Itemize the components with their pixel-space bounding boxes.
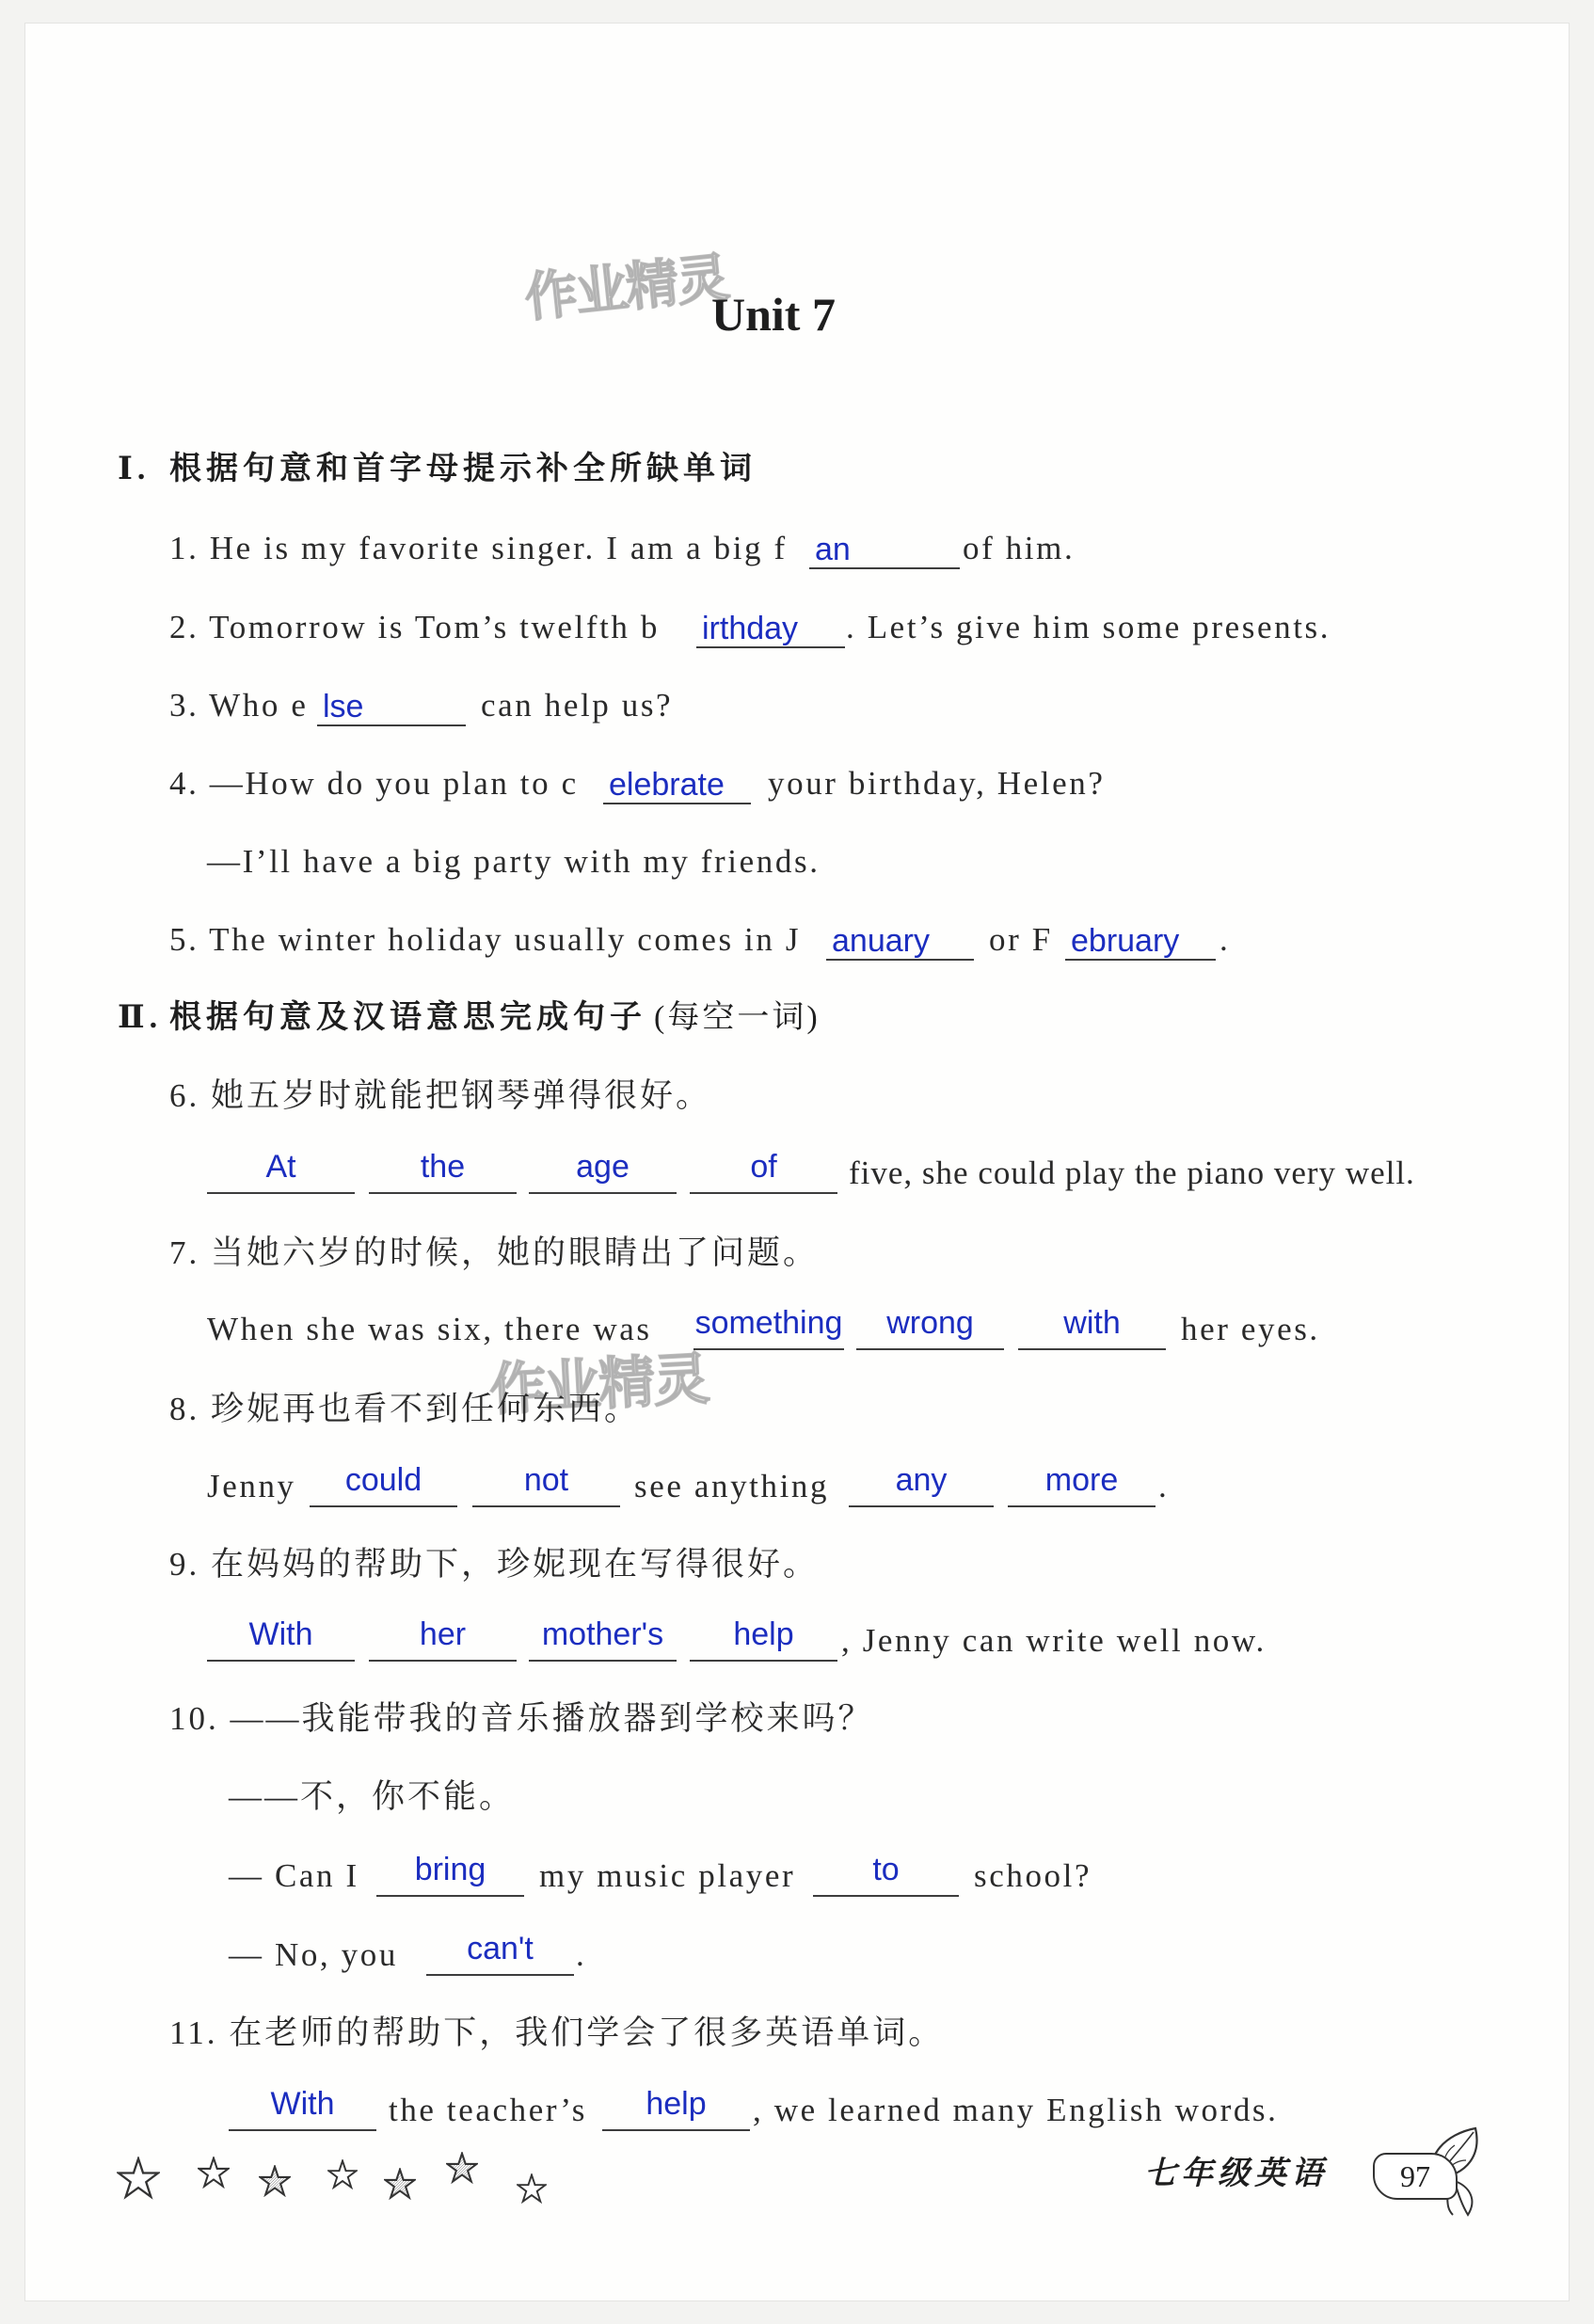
question-text: 4. —How do you plan to c: [169, 765, 579, 802]
answer-blank: [1065, 919, 1216, 961]
answer-text: anuary: [832, 923, 930, 959]
sentence-text: five, she could play the piano very well.: [849, 1154, 1415, 1191]
question-text: can help us?: [481, 687, 674, 724]
answer-text: can't: [467, 1931, 534, 1966]
chinese-prompt: 6. 她五岁时就能把钢琴弹得很好。: [169, 1077, 712, 1114]
question-8-prompt: [0, 1389, 1594, 1430]
answer-blank: [472, 1462, 620, 1507]
sentence-text: see anything: [634, 1468, 830, 1504]
question-text: or F: [989, 921, 1053, 958]
sentence-text: When she was six, there was: [207, 1311, 652, 1347]
sentence-text: her eyes.: [1181, 1311, 1320, 1347]
answer-text: any: [895, 1462, 948, 1498]
answer-blank: [229, 2086, 376, 2131]
answer-blank: [207, 1616, 355, 1662]
section-numeral: Ⅰ.: [118, 452, 151, 486]
page-number: 97: [1373, 2153, 1458, 2200]
section-numeral: Ⅱ.: [118, 1000, 163, 1035]
question-5: [0, 919, 1594, 961]
answer-blank: [317, 685, 466, 726]
sentence-text: my music player: [539, 1857, 796, 1894]
question-text: 3. Who e: [169, 687, 309, 724]
answer-text: to: [872, 1852, 900, 1887]
question-10-prompt: [0, 1698, 1594, 1740]
question-9-prompt: [0, 1544, 1594, 1585]
question-10-answer-line-1: [0, 1852, 1594, 1897]
question-11-answer-line: [0, 2086, 1594, 2131]
sentence-text: the teacher’s: [389, 2092, 587, 2128]
sentence-text: , Jenny can write well now.: [841, 1622, 1267, 1659]
star-icon: [198, 2157, 230, 2189]
answer-text: irthday: [702, 611, 799, 646]
answer-text: With: [270, 2086, 335, 2122]
answer-text: her: [419, 1616, 467, 1652]
answer-blank: [826, 919, 974, 961]
answer-blank: [602, 2086, 750, 2131]
question-6-prompt: [0, 1075, 1594, 1117]
answer-blank: [310, 1462, 457, 1507]
star-icon: [446, 2152, 478, 2184]
chinese-prompt: 7. 当她六岁的时候，她的眼睛出了问题。: [169, 1234, 820, 1271]
answer-text: mother's: [541, 1616, 664, 1652]
answer-blank: [690, 1616, 837, 1662]
answer-text: something: [694, 1305, 843, 1341]
answer-blank: [696, 607, 845, 648]
section-instruction: 根据句意及汉语意思完成句子: [169, 1000, 646, 1035]
answer-blank: [603, 763, 751, 804]
answer-text: At: [265, 1149, 296, 1185]
section-note: (每空一词): [654, 1000, 821, 1035]
star-icon: [117, 2157, 160, 2200]
answer-blank: [369, 1149, 517, 1194]
section-instruction: 根据句意和首字母提示补全所缺单词: [169, 452, 757, 486]
star-icon: [259, 2165, 291, 2197]
answer-blank: [693, 1305, 844, 1350]
chinese-prompt: 9. 在妈妈的帮助下，珍妮现在写得很好。: [169, 1546, 820, 1583]
question-text: of him.: [963, 530, 1076, 566]
question-10-answer-line-2: [0, 1931, 1594, 1976]
answer-blank: [376, 1852, 524, 1897]
watermark: 作业精灵: [487, 1345, 709, 1425]
answer-blank: [690, 1149, 837, 1194]
question-text: .: [1219, 921, 1231, 958]
answer-blank: [1008, 1462, 1156, 1507]
answer-text: with: [1063, 1305, 1121, 1341]
answer-blank: [529, 1149, 677, 1194]
section-2-heading: [0, 997, 1594, 1039]
chinese-prompt: 8. 珍妮再也看不到任何东西。: [169, 1391, 641, 1427]
question-9-answer-line: [0, 1616, 1594, 1662]
question-text: your birthday, Helen?: [768, 765, 1106, 802]
answer-blank: [369, 1616, 517, 1662]
question-text: 5. The winter holiday usually comes in J: [169, 921, 802, 958]
answer-blank: [856, 1305, 1004, 1350]
answer-text: help: [646, 2086, 707, 2122]
question-text: 2. Tomorrow is Tom’s twelfth b: [169, 609, 660, 645]
chinese-prompt: 11. 在老师的帮助下，我们学会了很多英语单词。: [169, 2014, 945, 2051]
question-11-prompt: [0, 2013, 1594, 2054]
sentence-text: .: [1158, 1468, 1170, 1504]
question-10-reply-prompt: [0, 1776, 1594, 1818]
question-4-reply: [0, 841, 1594, 883]
answer-text: the: [420, 1149, 466, 1185]
watermark: 作业精灵: [521, 247, 731, 330]
question-4: [0, 763, 1594, 804]
star-icon: [327, 2159, 358, 2189]
answer-text: elebrate: [609, 767, 725, 803]
answer-text: wrong: [886, 1305, 974, 1341]
sentence-text: school?: [974, 1857, 1092, 1894]
question-text: . Let’s give him some presents.: [846, 609, 1331, 645]
sentence-text: , we learned many English words.: [753, 2092, 1279, 2128]
chinese-prompt: ——不，你不能。: [229, 1778, 516, 1815]
answer-blank: [849, 1462, 994, 1507]
page-title: Unit 7: [711, 288, 836, 341]
answer-text: help: [733, 1616, 794, 1652]
answer-text: ebruary: [1071, 923, 1180, 959]
answer-blank: [813, 1852, 959, 1897]
answer-text: not: [523, 1462, 569, 1498]
answer-text: an: [815, 532, 851, 567]
question-text: —I’ll have a big party with my friends.: [207, 843, 821, 880]
answer-text: could: [344, 1462, 422, 1498]
answer-text: of: [750, 1149, 777, 1185]
chinese-prompt: 10. ——我能带我的音乐播放器到学校来吗？: [169, 1700, 874, 1737]
answer-blank: [207, 1149, 355, 1194]
book-name: 七年级英语: [1144, 2157, 1328, 2191]
sentence-text: .: [576, 1936, 587, 1973]
answer-text: more: [1044, 1462, 1119, 1498]
question-2: [0, 607, 1594, 648]
question-8-answer-line: [0, 1462, 1594, 1507]
question-7-prompt: [0, 1233, 1594, 1274]
sentence-text: — Can I: [229, 1857, 359, 1894]
answer-text: bring: [414, 1852, 486, 1887]
answer-blank: [809, 528, 960, 569]
answer-blank: [1018, 1305, 1166, 1350]
sentence-text: Jenny: [207, 1468, 296, 1504]
answer-blank: [529, 1616, 677, 1662]
answer-text: age: [576, 1149, 630, 1185]
star-icon: [384, 2168, 416, 2200]
question-6-answer-line: [0, 1149, 1594, 1194]
star-icon: [517, 2173, 547, 2204]
question-text: 1. He is my favorite singer. I am a big f: [169, 530, 788, 566]
question-7-answer-line: [0, 1305, 1594, 1350]
answer-text: lse: [323, 689, 364, 724]
answer-blank: [426, 1931, 574, 1976]
answer-text: With: [248, 1616, 313, 1652]
question-1: [0, 528, 1594, 569]
sentence-text: — No, you: [229, 1936, 398, 1973]
section-1-heading: [0, 449, 1594, 490]
question-3: [0, 685, 1594, 726]
